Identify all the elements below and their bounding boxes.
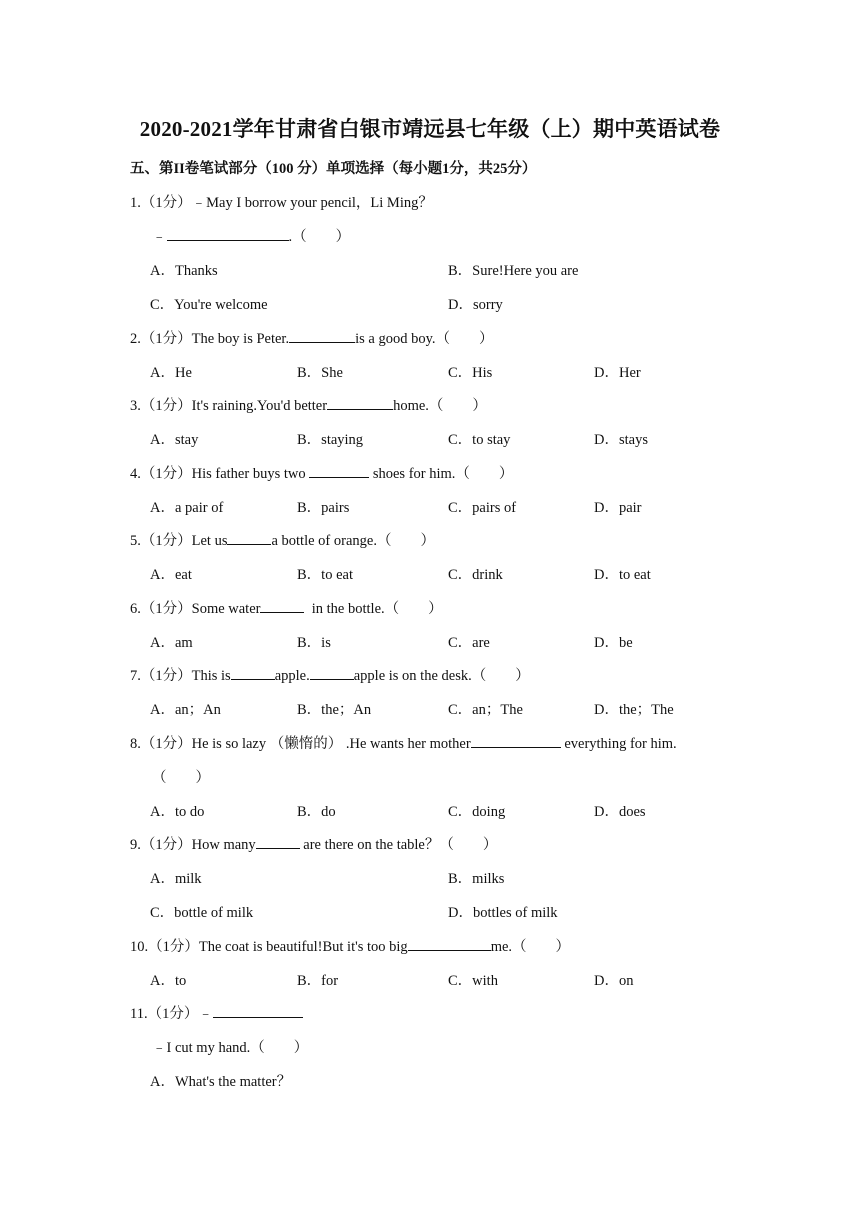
- option-b[interactable]: B．staying: [297, 432, 364, 448]
- answer-blank[interactable]: [256, 834, 300, 849]
- option-a[interactable]: A．Thanks: [150, 263, 218, 279]
- option-d[interactable]: D．to eat: [594, 567, 651, 583]
- option-d[interactable]: D．Her: [594, 365, 641, 381]
- question-reply-line: ﹣I cut my hand.（ ）: [152, 1040, 309, 1056]
- dash-mark: ﹣: [152, 229, 167, 245]
- option-b[interactable]: B．is: [297, 635, 331, 651]
- answer-blank[interactable]: [213, 1003, 303, 1018]
- option-d[interactable]: D．bottles of milk: [448, 905, 558, 921]
- option-d[interactable]: D．stays: [594, 432, 648, 448]
- option-a[interactable]: A．to do: [150, 804, 205, 820]
- option-c[interactable]: C．with: [448, 973, 498, 989]
- stem-part-b: a bottle of orange.（ ）: [271, 533, 435, 549]
- question-stem: [130, 833, 497, 854]
- question-tail: .（ ）: [288, 229, 351, 245]
- option-a[interactable]: A．milk: [150, 871, 202, 887]
- option-a[interactable]: A．He: [150, 365, 192, 381]
- stem-part-a: 3.（1分）It's raining.You'd better: [130, 398, 328, 414]
- stem-part-b: shoes for him.（ ）: [369, 466, 514, 482]
- answer-blank[interactable]: [231, 665, 275, 680]
- option-b[interactable]: B．milks: [448, 871, 505, 887]
- option-d[interactable]: D．sorry: [448, 297, 503, 313]
- stem-part-a: 9.（1分）How many: [130, 837, 256, 853]
- stem-part-b: is a good boy.（ ）: [355, 331, 494, 347]
- question-stem: [130, 935, 570, 956]
- option-b[interactable]: B．She: [297, 365, 343, 381]
- option-d[interactable]: D．be: [594, 635, 633, 651]
- option-b[interactable]: B．the；An: [297, 702, 372, 718]
- answer-paren: （ ）: [152, 770, 210, 786]
- question-stem: [130, 529, 435, 550]
- section-heading: 五、第II卷笔试部分（100 分）单项选择（每小题1分，共25分）: [130, 161, 537, 177]
- option-b[interactable]: B．Sure!Here you are: [448, 263, 579, 279]
- option-c[interactable]: C．doing: [448, 804, 506, 820]
- stem-part-a: 6.（1分）Some water: [130, 601, 261, 617]
- option-c[interactable]: C．pairs of: [448, 500, 517, 516]
- answer-blank[interactable]: [167, 226, 289, 241]
- option-d[interactable]: D．pair: [594, 500, 642, 516]
- option-c[interactable]: C．bottle of milk: [150, 905, 254, 921]
- option-d[interactable]: D．does: [594, 804, 646, 820]
- question-stem: [130, 732, 677, 753]
- question-answer-line: [152, 225, 350, 246]
- answer-blank[interactable]: [289, 328, 355, 343]
- answer-blank[interactable]: [310, 665, 354, 680]
- question-stem: [130, 664, 530, 685]
- option-b[interactable]: B．for: [297, 973, 339, 989]
- stem-part-a: 11.（1分）﹣: [130, 1006, 213, 1022]
- option-a[interactable]: A．to: [150, 973, 187, 989]
- answer-blank[interactable]: [327, 395, 393, 410]
- question-stem: 1.（1分）﹣May I borrow your pencil，Li Ming？: [130, 195, 433, 211]
- option-c[interactable]: C．to stay: [448, 432, 511, 448]
- option-b[interactable]: B．to eat: [297, 567, 353, 583]
- answer-blank[interactable]: [260, 598, 304, 613]
- question-stem: [130, 462, 513, 483]
- stem-part-a: 5.（1分）Let us: [130, 533, 228, 549]
- stem-part-b: in the bottle.（ ）: [304, 601, 443, 617]
- option-c[interactable]: C．His: [448, 365, 493, 381]
- stem-part-a: 2.（1分）The boy is Peter.: [130, 331, 290, 347]
- answer-blank[interactable]: [309, 463, 369, 478]
- option-a[interactable]: A．What's the matter？: [150, 1074, 292, 1090]
- option-a[interactable]: A．am: [150, 635, 193, 651]
- option-c[interactable]: C．You're welcome: [150, 297, 268, 313]
- option-c[interactable]: C．are: [448, 635, 490, 651]
- option-c[interactable]: C．drink: [448, 567, 503, 583]
- answer-blank[interactable]: [408, 936, 491, 951]
- question-stem: [130, 597, 443, 618]
- stem-part-b: me.（ ）: [490, 939, 571, 955]
- stem-part-a: 8.（1分）He is so lazy （懒惰的） .He wants her mother: [130, 736, 471, 752]
- answer-blank[interactable]: [227, 530, 271, 545]
- stem-part-b: are there on the table？（ ）: [299, 837, 498, 853]
- option-c[interactable]: C．an；The: [448, 702, 523, 718]
- option-b[interactable]: B．pairs: [297, 500, 350, 516]
- option-a[interactable]: A．eat: [150, 567, 192, 583]
- question-stem: [130, 327, 494, 348]
- question-stem: [130, 394, 487, 415]
- stem-part-a: 10.（1分）The coat is beautiful!But it's too big: [130, 939, 408, 955]
- option-b[interactable]: B．do: [297, 804, 336, 820]
- option-a[interactable]: A．a pair of: [150, 500, 224, 516]
- stem-part-b: everything for him.: [560, 736, 677, 752]
- stem-part-b: home.（ ）: [393, 398, 487, 414]
- option-d[interactable]: D．on: [594, 973, 634, 989]
- page-title: 2020-2021学年甘肃省白银市靖远县七年级（上）期中英语试卷: [139, 117, 721, 141]
- stem-part-b: apple is on the desk.（ ）: [353, 668, 530, 684]
- stem-part-a: 4.（1分）His father buys two: [130, 466, 310, 482]
- option-d[interactable]: D．the；The: [594, 702, 674, 718]
- stem-part-a: 7.（1分）This is: [130, 668, 231, 684]
- stem-part-mid: apple.: [274, 668, 310, 684]
- option-a[interactable]: A．stay: [150, 432, 199, 448]
- answer-blank[interactable]: [471, 733, 561, 748]
- option-a[interactable]: A．an；An: [150, 702, 221, 718]
- question-stem: [130, 1002, 303, 1023]
